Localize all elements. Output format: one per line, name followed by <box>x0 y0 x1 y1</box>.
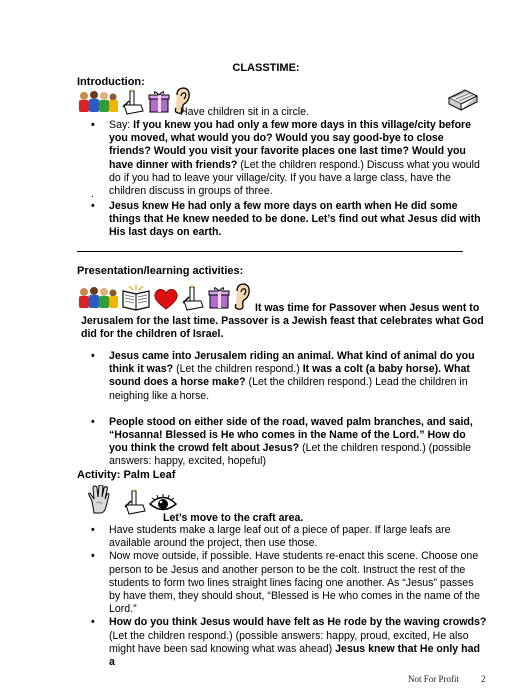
footer-text: Not For Profit <box>408 674 460 684</box>
bullet-bold-text: People stood on either side of the road, waved palm branches, and said, “Hosanna! Blessed is He who comes in the Name of the Lord.” How do you think the crowd felt about Jesus? <box>109 415 473 455</box>
bullet-icon: • <box>91 200 95 212</box>
children-group-icon <box>77 89 119 115</box>
section-divider <box>77 251 463 252</box>
bullet-icon: • <box>91 119 95 131</box>
stray-period: . <box>91 188 94 200</box>
bullet-bold-text: How do you think Jesus would have felt as He rode by the waving crowds? <box>109 616 487 629</box>
bullet-bold-text: Jesus came into Jerusalem riding an animal. What kind of animal do you think it was? <box>109 350 475 376</box>
bullet-icon: • <box>91 616 95 629</box>
activity-bullet-list <box>91 524 487 669</box>
intro-lead: Have children sit in a circle. <box>180 106 309 118</box>
stack-of-papers-icon <box>447 84 479 112</box>
intro-icon-row <box>77 87 191 115</box>
page-title: CLASSTIME: <box>232 62 300 74</box>
list-item <box>91 200 487 240</box>
bullet-text: Have students make a large leaf out of a piece of paper. If large leafs are available around the project, then use those. <box>109 524 451 550</box>
list-item <box>91 550 487 616</box>
list-item <box>91 524 487 550</box>
list-item <box>91 415 487 469</box>
bullet-text: (Let the children respond.) <box>173 363 303 376</box>
bullet-icon: • <box>91 350 95 362</box>
activity-lead: Let’s move to the craft area. <box>163 512 304 524</box>
presentation-bullet-list <box>91 350 487 469</box>
page-number: 2 <box>481 674 486 684</box>
bullet-bold-text: It was a colt (a baby horse). What sound does a horse make? <box>109 363 470 389</box>
presentation-lead: It was time for Passover when Jesus went to Jerusalem for the last time. Passover is a Jewish feast that celebrates what God did for the children of Israel. <box>81 302 484 341</box>
hand-icon <box>87 485 111 515</box>
bullet-icon: • <box>91 524 95 536</box>
bullet-bold-text: Jesus knew that He only had a <box>109 642 480 669</box>
say-label: Say: <box>109 119 134 131</box>
list-item <box>91 616 487 669</box>
intro-bullet-list-2 <box>91 200 487 240</box>
list-item <box>91 119 487 198</box>
bullet-icon: • <box>91 550 95 563</box>
intro-bullet-list <box>91 119 487 198</box>
bullet-text: (Let the children respond.) Discuss what you would do if you had to leave your village/city. If you have a large class, have the children discuss in groups of three. <box>109 158 480 198</box>
candle-hand-icon <box>121 89 145 115</box>
activity-icon-row <box>87 485 177 515</box>
bullet-text: (Let the children respond.) (possible answers: happy, excited, hopeful) <box>109 442 472 468</box>
bullet-bold-text: If you knew you had only a few more days in this village/city before you moved, what would you do? Would you say good-bye to close friends? Would you visit your favorite places one last time? Would you have dinner with friends? <box>109 119 472 171</box>
bullet-text: (Let the children respond.) (possible answers: happy, proud, excited, He also might have been sad knowing what was ahead) <box>109 629 469 655</box>
gift-box-icon <box>147 89 171 115</box>
list-item <box>91 350 487 403</box>
intro-heading: Introduction: <box>77 76 145 88</box>
bullet-icon: • <box>91 415 95 428</box>
bullet-text: Now move outside, if possible. Have students re-enact this scene. Choose one person to be Jesus and another person to be the colt. Instruct the rest of the students to form two lines straight lines facing one another. As “Jesus” passes by have them, they should shout, “Blessed is He who comes in the name of the Lord.” <box>109 550 480 616</box>
bullet-text: (Let the children respond.) Lead the children in neighing like a horse. <box>109 376 468 402</box>
candle-hand-icon <box>123 489 147 515</box>
activity-heading: Activity: Palm Leaf <box>77 469 176 481</box>
presentation-heading: Presentation/learning activities: <box>77 265 244 277</box>
bullet-bold-text: Jesus knew He had only a few more days on earth when He did some things that He knew needed to be done. Let’s find out what Jesus did with His last days on earth. <box>109 200 481 239</box>
